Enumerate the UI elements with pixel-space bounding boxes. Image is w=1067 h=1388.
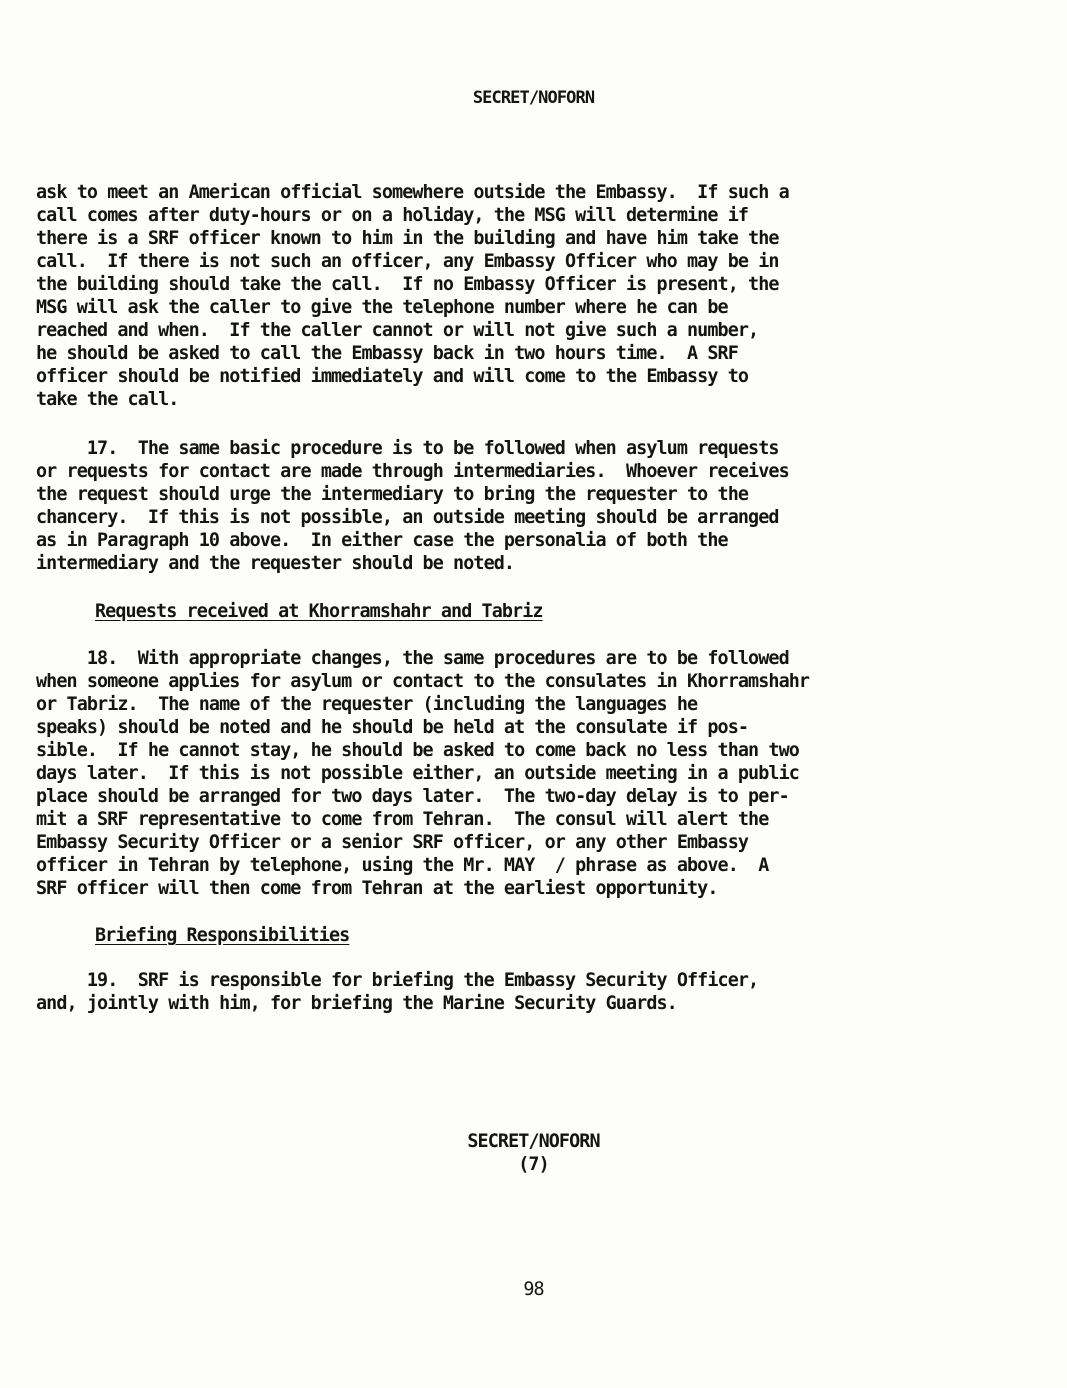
text-line: take the call. — [36, 389, 179, 410]
text-line: or Tabriz. The name of the requester (including the languages he — [36, 694, 698, 715]
text-line: the request should urge the intermediary to bring the requester to the — [36, 484, 749, 505]
text-line: 19. SRF is responsible for briefing the Embassy Security Officer, — [36, 970, 759, 991]
footer-classification: SECRET/NOFORN — [467, 1131, 600, 1152]
text-line: reached and when. If the caller cannot or will not give such a number, — [36, 320, 759, 341]
text-line: 18. With appropriate changes, the same procedures are to be followed — [36, 648, 789, 669]
text-line: call. If there is not such an officer, any Embassy Officer who may be in — [36, 251, 779, 272]
text-line: days later. If this is not possible either, an outside meeting in a public — [36, 763, 799, 784]
text-line: SRF officer will then come from Tehran at the earliest opportunity. — [36, 878, 718, 899]
text-line: he should be asked to call the Embassy back in two hours time. A SRF — [36, 343, 738, 364]
text-line: there is a SRF officer known to him in the building and have him take the — [36, 228, 779, 249]
text-line: officer should be notified immediately and will come to the Embassy to — [36, 366, 749, 387]
page-number: 98 — [523, 1279, 544, 1300]
text-line: officer in Tehran by telephone, using the Mr. MAY / phrase as above. A — [36, 855, 769, 876]
section-heading-briefing: Briefing Responsibilities — [95, 925, 350, 946]
text-line: mit a SRF representative to come from Tehran. The consul will alert the — [36, 809, 769, 830]
text-line: intermediary and the requester should be noted. — [36, 553, 515, 574]
text-line: as in Paragraph 10 above. In either case the personalia of both the — [36, 530, 728, 551]
section-heading-requests: Requests received at Khorramshahr and Tabriz — [95, 601, 543, 622]
text-line: sible. If he cannot stay, he should be asked to come back no less than two — [36, 740, 799, 761]
footer-document-page: (7) — [518, 1154, 549, 1175]
text-line: Embassy Security Officer or a senior SRF officer, or any other Embassy — [36, 832, 749, 853]
text-line: speaks) should be noted and he should be held at the consulate if pos- — [36, 717, 749, 738]
text-line: call comes after duty-hours or on a holiday, the MSG will determine if — [36, 205, 749, 226]
text-line: when someone applies for asylum or contact to the consulates in Khorramshahr — [36, 671, 810, 692]
text-line: place should be arranged for two days later. The two-day delay is to per- — [36, 786, 789, 807]
text-line: 17. The same basic procedure is to be followed when asylum requests — [36, 438, 779, 459]
text-line: chancery. If this is not possible, an outside meeting should be arranged — [36, 507, 779, 528]
text-line: ask to meet an American official somewhere outside the Embassy. If such a — [36, 182, 789, 203]
text-line: or requests for contact are made through intermediaries. Whoever receives — [36, 461, 789, 482]
header-classification: SECRET/NOFORN — [472, 88, 595, 108]
text-line: the building should take the call. If no Embassy Officer is present, the — [36, 274, 779, 295]
text-line: and, jointly with him, for briefing the Marine Security Guards. — [36, 993, 677, 1014]
text-line: MSG will ask the caller to give the telephone number where he can be — [36, 297, 728, 318]
